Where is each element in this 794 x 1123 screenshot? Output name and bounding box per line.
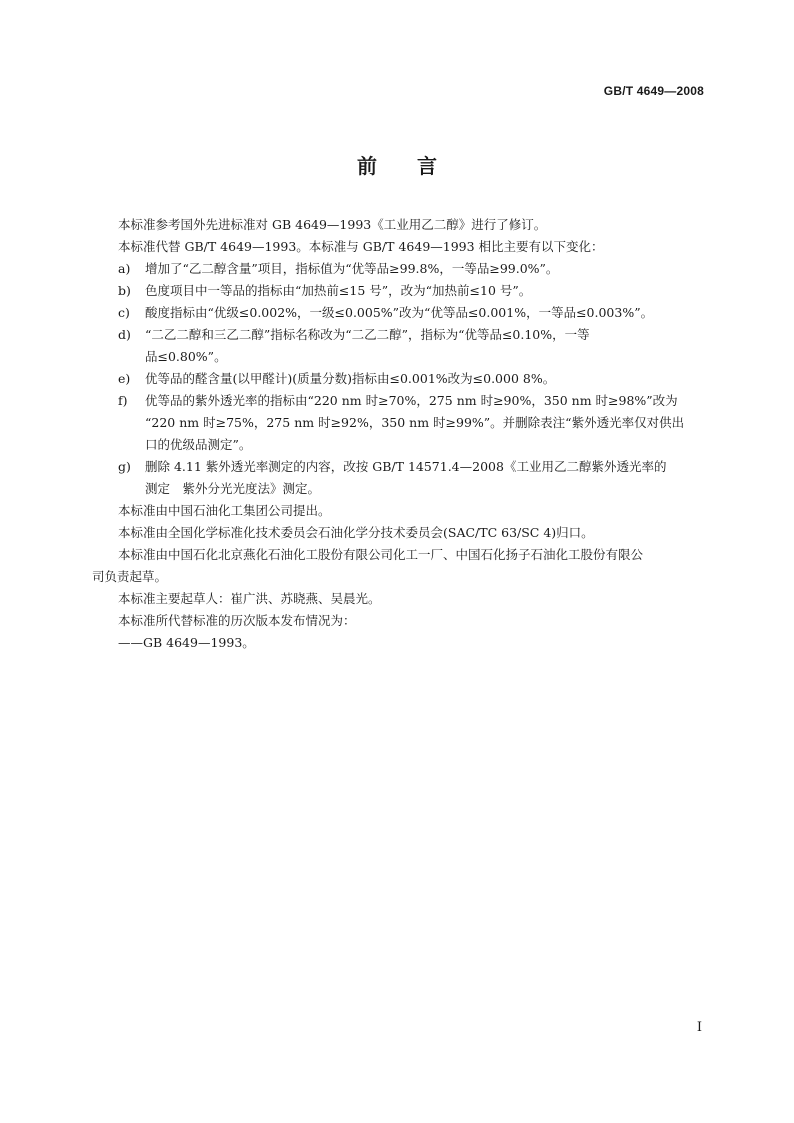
change-item <box>118 456 704 500</box>
change-item-line: 优等品的紫外透光率的指标由“220 nm 时≥70%，275 nm 时≥90%，350 nm 时≥98%”改为 <box>145 393 678 408</box>
change-item <box>118 368 704 390</box>
drafting-units-line-1: 本标准由中国石化北京燕化石油化工股份有限公司化工一厂、中国石化扬子石油化工股份有限公 <box>118 547 644 562</box>
change-item-label: e) <box>118 371 131 386</box>
change-item-label: b) <box>118 283 131 298</box>
paragraph-proposer: 本标准由中国石油化工集团公司提出。 <box>118 503 331 518</box>
page-number: I <box>696 1020 702 1035</box>
change-item-line: 测定 紫外分光光度法》测定。 <box>145 481 321 496</box>
change-item-line: 色度项目中一等品的指标由“加热前≤15 号”，改为“加热前≤10 号”。 <box>145 283 532 298</box>
title-char-2: 言 <box>417 154 437 178</box>
change-item-label: c) <box>118 305 130 320</box>
change-list <box>118 258 704 500</box>
change-item-line: 酸度指标由“优级≤0.002%，一级≤0.005%”改为“优等品≤0.001%，一等品≤0.003%”。 <box>145 305 654 320</box>
change-item-text <box>145 280 704 302</box>
change-item <box>118 390 704 456</box>
change-item <box>118 302 704 324</box>
change-item-label: g) <box>118 459 131 474</box>
standard-code-header: GB/T 4649—2008 <box>603 84 704 98</box>
document-body <box>92 214 704 654</box>
paragraph-administration: 本标准由全国化学标准化技术委员会石油化学分技术委员会(SAC/TC 63/SC 4)归口。 <box>118 525 594 540</box>
change-item-label: a) <box>118 261 131 276</box>
paragraph-changes-intro: 本标准代替 GB/T 4649—1993。本标准与 GB/T 4649—1993 相比主要有以下变化： <box>118 239 604 254</box>
change-item-text <box>145 368 704 390</box>
paragraph-intro: 本标准参考国外先进标准对 GB 4649—1993《工业用乙二醇》进行了修订。 <box>118 217 547 232</box>
change-item-line: “220 nm 时≥75%，275 nm 时≥92%，350 nm 时≥99%”。并删除表注“紫外透光率仅对供出 <box>145 415 685 430</box>
change-item-label: f) <box>118 393 128 408</box>
title-char-1: 前 <box>357 154 377 178</box>
change-item-line: “二乙二醇和三乙二醇”指标名称改为“二乙二醇”，指标为“优等品≤0.10%，一等 <box>145 327 590 342</box>
change-item-line: 增加了“乙二醇含量”项目，指标值为“优等品≥99.8%，一等品≥99.0%”。 <box>145 261 559 276</box>
change-item-line: 优等品的醛含量(以甲醛计)(质量分数)指标由≤0.001%改为≤0.000 8%。 <box>145 371 556 386</box>
change-item-label: d) <box>118 327 131 342</box>
page-title <box>0 150 794 179</box>
paragraph-history-item: ——GB 4649—1993。 <box>118 635 255 650</box>
change-item <box>118 324 704 368</box>
paragraph-drafting-units <box>92 544 704 588</box>
change-item-text <box>145 390 704 456</box>
change-item <box>118 258 704 280</box>
change-item-line: 口的优级品测定”。 <box>145 437 252 452</box>
change-item <box>118 280 704 302</box>
change-item-text <box>145 456 704 500</box>
change-item-line: 品≤0.80%”。 <box>145 349 227 364</box>
change-item-text <box>145 302 704 324</box>
change-item-text <box>145 324 704 368</box>
paragraph-drafters: 本标准主要起草人：崔广洪、苏晓燕、吴晨光。 <box>118 591 381 606</box>
change-item-text <box>145 258 704 280</box>
paragraph-history: 本标准所代替标准的历次版本发布情况为： <box>118 613 356 628</box>
change-item-line: 删除 4.11 紫外透光率测定的内容，改按 GB/T 14571.4—2008《工业用乙二醇紫外透光率的 <box>145 459 667 474</box>
drafting-units-line-2: 司负责起草。 <box>92 569 168 584</box>
